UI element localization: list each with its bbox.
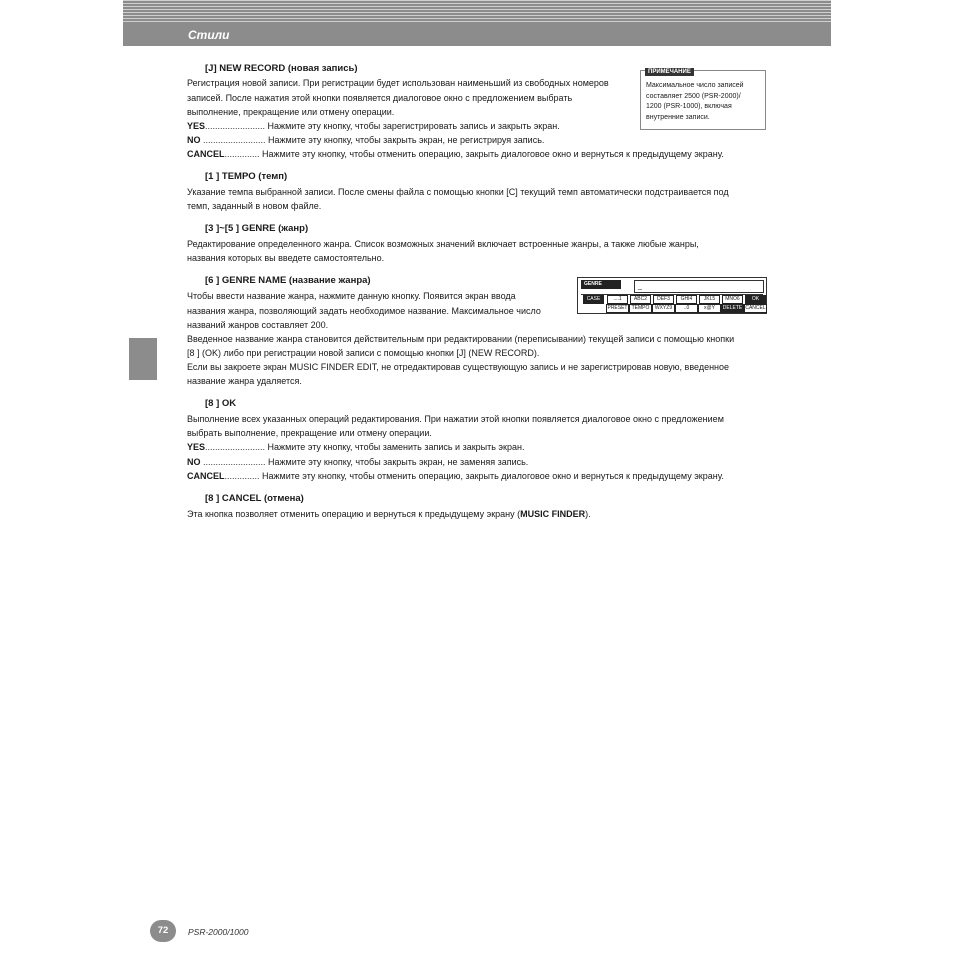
screen-keys	[581, 294, 766, 312]
def-term: NO	[187, 457, 201, 467]
genre-name-line-2: названия жанра, позволяющий задать необходимое название. Максимальное число	[187, 306, 541, 316]
heading-new-record: [J] NEW RECORD (новая запись)	[205, 63, 358, 74]
note-line: внутренние записи.	[646, 113, 710, 121]
def-text: Нажмите эту кнопку, чтобы закрыть экран, не заменяя запись.	[268, 457, 529, 467]
genre-name-line-5: [8 ] (OK) либо при регистрации новой записи с помощью кнопки [J] (NEW RECORD).	[187, 348, 540, 358]
genre-name-input[interactable]	[634, 280, 764, 293]
ok-line-2: выбрать выполнение, прекращение или отмену операции.	[187, 428, 432, 438]
key-delete[interactable]: DELETE	[722, 305, 743, 311]
screen-label: GENRE	[581, 280, 621, 289]
def-term: NO	[187, 135, 201, 145]
key-case[interactable]: CASE	[583, 295, 604, 304]
cancel-text-bold: MUSIC FINDER	[520, 509, 586, 519]
key-preset[interactable]: PRESET	[607, 305, 628, 311]
tempo-line-1: Указание темпа выбранной записи. После смены файла с помощью кнопки [C] текущий темп автоматически подстраивается под	[187, 187, 729, 197]
note-line: Максимальное число записей	[646, 82, 744, 89]
def-dots: .........................	[200, 457, 266, 467]
new-record-line-1: Регистрация новой записи. При регистрации будет использован наименьший из свободных номеров	[187, 78, 609, 88]
note-line: составляет 2500 (PSR-2000)/	[646, 92, 741, 100]
new-record-line-3: выполнение, прекращение или отмену операции.	[187, 107, 395, 117]
genre-name-line-3: названий жанров составляет 200.	[187, 320, 329, 330]
genre-name-line-6: Если вы закроете экран MUSIC FINDER EDIT, не отредактировав существующую запись и не зарегистрировав новую, введенное	[187, 362, 730, 372]
key-wxyz9[interactable]: WXYZ9	[652, 304, 675, 313]
def-row	[187, 471, 724, 481]
ok-line-1: Выполнение всех указанных операций редактирования. При нажатии этой кнопки появляется диалоговое окно с предложением	[187, 414, 724, 424]
section-title: Стили	[188, 28, 230, 42]
def-text: Нажмите эту кнопку, чтобы закрыть экран, не регистрируя запись.	[268, 135, 545, 145]
genre-name-line-1: Чтобы ввести название жанра, нажмите данную кнопку. Появится экран ввода	[187, 291, 516, 301]
def-term: CANCEL	[187, 149, 225, 159]
key-tempo[interactable]: TEMPO	[629, 304, 652, 313]
def-row	[187, 121, 560, 131]
note-line: 1200 (PSR-1000), включая	[646, 103, 732, 110]
def-text: Нажмите эту кнопку, чтобы отменить операцию, закрыть диалоговое окно и вернуться к предыдущему экрану.	[262, 149, 724, 159]
def-text: Нажмите эту кнопку, чтобы зарегистрировать запись и закрыть экран.	[267, 121, 560, 131]
heading-tempo: [1 ] TEMPO (темп)	[205, 171, 288, 182]
model-name: PSR-2000/1000	[188, 927, 249, 937]
genre-name-line-7: название жанра удаляется.	[187, 376, 302, 386]
def-term: YES	[187, 442, 206, 452]
heading-cancel: [8 ] CANCEL (отмена)	[205, 493, 304, 504]
def-row	[187, 442, 524, 452]
key-abc2[interactable]: ABC2	[630, 295, 651, 304]
key-def3[interactable]: DEF3	[653, 295, 674, 304]
chapter-side-tab	[129, 338, 157, 380]
tempo-line-2: темп, заданный в новом файле.	[187, 201, 322, 211]
new-record-line-2: записей. После нажатия этой кнопки появляется диалоговое окно с предложением выбрать	[187, 93, 573, 103]
heading-genre: [3 ]~[5 ] GENRE (жанр)	[205, 223, 309, 234]
key-ghi4[interactable]: GHI4	[676, 295, 697, 304]
note-text	[646, 81, 744, 123]
key-cancel[interactable]: CANCEL	[745, 305, 766, 311]
heading-genre-name: [6 ] GENRE NAME (название жанра)	[205, 275, 371, 286]
def-dots: ..............	[224, 471, 260, 481]
key-ok[interactable]: OK	[745, 295, 766, 304]
section-header	[123, 0, 831, 46]
def-term: YES	[187, 121, 206, 131]
cancel-text-after: ).	[585, 509, 591, 519]
genre-name-screen	[577, 277, 767, 314]
def-dots: ........................	[205, 442, 266, 452]
key-0[interactable]: ..0	[675, 304, 698, 313]
note-box	[640, 70, 766, 130]
key-mno6[interactable]: MNO6	[722, 295, 743, 304]
def-text: Нажмите эту кнопку, чтобы заменить запись и закрыть экран.	[267, 442, 525, 452]
def-row	[187, 149, 724, 159]
def-dots: .........................	[200, 135, 266, 145]
page-number: 72	[150, 920, 176, 942]
genre-line-2: названия которых вы введете самостоятельно.	[187, 253, 385, 263]
header-stripes	[123, 0, 831, 24]
def-row	[187, 135, 544, 145]
def-text: Нажмите эту кнопку, чтобы отменить операцию, закрыть диалоговое окно и вернуться к предыдущему экрану.	[262, 471, 724, 481]
def-row	[187, 457, 528, 467]
key-jkl5[interactable]: JKL5	[699, 295, 720, 304]
key-symbols[interactable]: x@Y	[698, 304, 721, 313]
heading-ok: [8 ] OK	[205, 398, 237, 409]
input-cursor: _	[638, 283, 642, 290]
def-dots: ........................	[205, 121, 266, 131]
key-1[interactable]: ....1	[607, 295, 628, 304]
note-badge: ПРИМЕЧАНИЕ	[645, 68, 694, 76]
genre-name-line-4: Введенное название жанра становится действительным при редактировании (переписывании) текущей записи с помощью кнопки	[187, 334, 735, 344]
def-term: CANCEL	[187, 471, 225, 481]
def-dots: ..............	[224, 149, 260, 159]
genre-line-1: Редактирование определенного жанра. Список возможных значений включает встроенные жанры, а также любые жанры,	[187, 239, 699, 249]
cancel-line	[187, 507, 591, 522]
cancel-text-before: Эта кнопка позволяет отменить операцию и вернуться к предыдущему экрану (	[187, 509, 521, 519]
